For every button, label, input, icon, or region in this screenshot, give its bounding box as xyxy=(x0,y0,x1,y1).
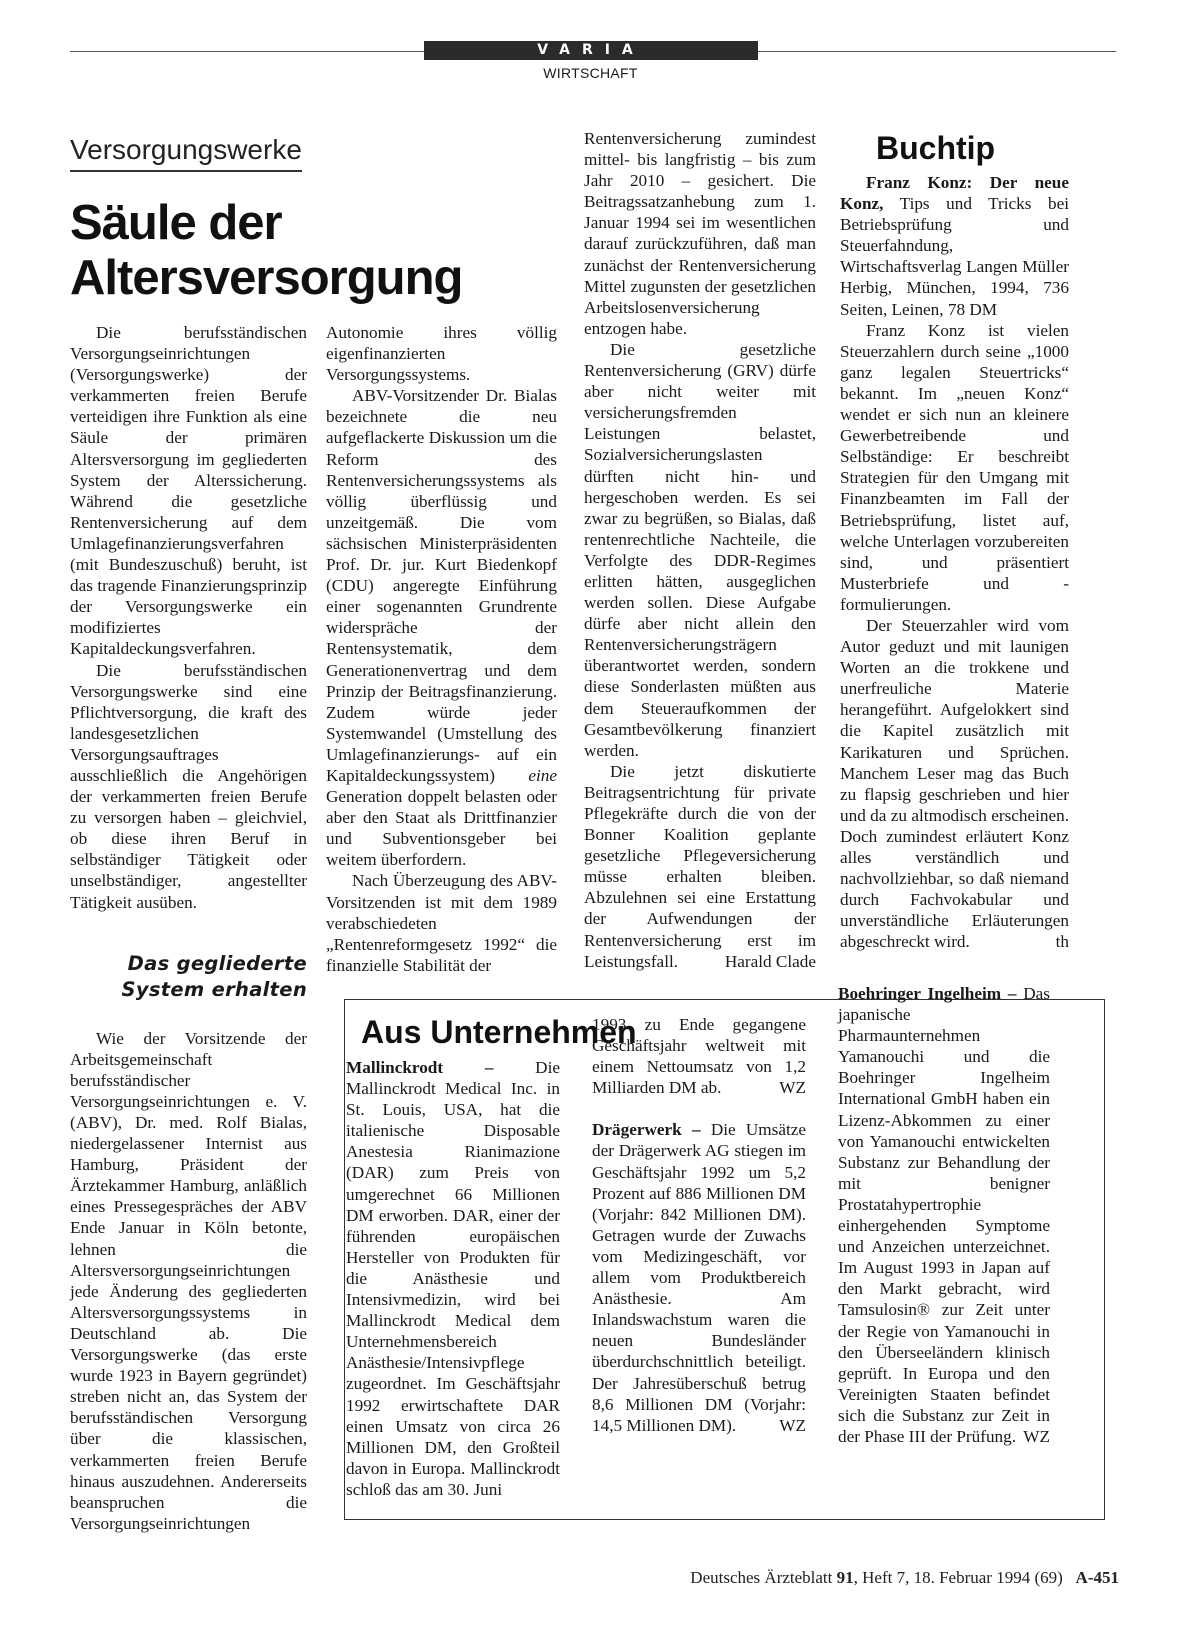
paragraph: Die gesetzliche Rentenversicherung (GRV) dürfe aber nicht weiter mit versicherungsfremden Leistungen belastet, Sozialversicherungslasten dürften nicht hin- und hergeschoben werden. Es sei zwar zu begrüßen, so Bialas, daß rentenrechtliche Nachteile, die Verfolgte des DDR-Regimes erlitten hätten, ausgeglichen werden sollen. Diese Aufgabe dürfe aber nicht allein den Rentenversicherungsträgern überantwortet werden, sondern diese Sonderlasten müßten aus dem Steueraufkommen der Gesamtbevölkerung finanziert werden. xyxy=(584,339,816,760)
article-subheading xyxy=(70,951,307,1003)
news-item-boehringer xyxy=(838,983,1050,1447)
news-column-1 xyxy=(346,1057,560,1500)
buchtip-column xyxy=(840,172,1069,952)
news-item-draegerwerk xyxy=(592,1119,806,1435)
paragraph-text: ABV-Vorsitzender Dr. Bialas bezeichnete die neu aufgeflackerte Diskussion um die Reform des Rentenversicherungssystems als völlig überflüssig und unzeitgemäß. Die vom sächsischen Ministerpräsidenten Prof. Dr. jur. Kurt Biedenkopf (CDU) angeregte Einführung einer sogenannten Grundrente widerspräche der Rentensystematik, dem Generationenvertrag und dem Prinzip der Beitragsfinanzierung. Zudem würde jeder Systemwandel (Umstellung des Umlagefinanzierungs- auf ein Kapitaldeckungssystem) xyxy=(326,386,557,785)
book-meta: Tips und Tricks bei Betriebsprüfung und Steuerfahndung, Wirtschaftsverlag Langen Müller Herbig, München, 1994, 736 Seiten, Leinen, 78 DM xyxy=(840,194,1069,319)
news-signature: WZ xyxy=(779,1078,806,1098)
company-name: Mallinckrodt – xyxy=(346,1058,494,1077)
paragraph xyxy=(326,385,557,870)
article-kicker: Versorgungswerke xyxy=(70,132,302,172)
news-text: Die Umsätze der Drägerwerk AG stiegen im Geschäftsjahr 1992 um 5,2 Prozent auf 886 Millionen DM (Vorjahr: 842 Millionen DM). Getragen wurde der Zuwachs vom Medizingeschäft, vor allem vom Produktbereich Anästhesie. Am Inlandswachstum waren die neuen Bundesländer überdurchschnittlich beteiligt. Der Jahresüberschuß betrug 8,6 Millionen DM (Vorjahr: 14,5 Millionen DM). xyxy=(592,1120,807,1435)
article-column-1 xyxy=(70,322,307,1534)
paragraph: Die berufsständischen Versorgungseinrichtungen (Versorgungswerke) der verkammerten freien Berufe verteidigen ihre Funktion als eine Säule der primären Altersversorgung im gegliederten System der Alterssicherung. Während die gesetzliche Rentenversicherung auf dem Umlagefinanzierungsverfahren (mit Bundeszuschuß) beruht, ist das tragende Finanzierungsprinzip der Versorgungswerke ein modifiziertes Kapitaldeckungsverfahren. xyxy=(70,323,307,659)
journal-name: Deutsches Ärzteblatt xyxy=(690,1568,833,1587)
paragraph: Die berufsständischen Versorgungswerke sind eine Pflichtversorgung, die kraft des landesgesetzlichen Versorgungsauftrages ausschließlich die Angehörigen der verkammerten freien Berufe zu versorgen haben – gleichviel, ob diese ihren Beruf in selbständiger Tätigkeit oder unselbständiger, angestellter Tätigkeit ausüben. xyxy=(70,660,307,912)
book-reference xyxy=(840,172,1069,320)
headline-line-2: Altersversorgung xyxy=(70,251,463,305)
company-name: Boehringer Ingelheim – xyxy=(838,984,1017,1003)
book-title: Franz Konz: Der neue Konz, xyxy=(840,173,1069,214)
subheading-line-1: Das gegliederte xyxy=(127,951,307,975)
news-signature: WZ xyxy=(1023,1426,1050,1446)
paragraph xyxy=(584,761,816,972)
paragraph-text: Die jetzt diskutierte Beitragsentrichtung für private Pflegekräfte durch die von der Bonner Koalition geplante gesetzliche Pflegeversicherung müsse erhalten bleiben. Abzulehnen sei eine Erstattung der Aufwendungen der Rentenversicherung erst im Leistungsfall. xyxy=(584,761,816,971)
news-column-3 xyxy=(838,983,1050,1447)
journal-volume: 91 xyxy=(836,1568,854,1587)
paragraph: Rentenversicherung zumindest mittel- bis langfristig – bis zum Jahr 2010 – gesichert. Die Beitragssatzanhebung zum 1. Januar 1994 sei im wesentlichen darauf zurückzuführen, daß man zunächst der Rentenversicherung Mittel zugunsten der gesetzlichen Arbeitslosenversicherung entzogen habe. xyxy=(584,129,816,338)
news-item-mallinckrodt-cont xyxy=(592,1014,806,1098)
buchtip-heading: Buchtip xyxy=(876,130,996,166)
page-footer xyxy=(690,1567,1119,1589)
page-number: A-451 xyxy=(1075,1568,1119,1587)
news-text: Das japanische Pharmaunternehmen Yamanouchi und die Boehringer Ingelheim International GmbH haben ein Lizenz-Abkommen zu einer von Yamanouchi entwickelten Substanz zur Behandlung der mit benigner Prostatahypertrophie einhergehenden Symptome und Anzeichen unterzeichnet. Im August 1993 in Japan auf den Markt gebracht, wird Tamsulosin® zur Zeit unter der Regie von Yamanouchi in den Überseeländern klinisch geprüft. In Europa und den Vereinigten Staaten befindet sich die Substanz zur Zeit in der Phase III der Prüfung. xyxy=(838,984,1050,1446)
emphasis: eine xyxy=(528,765,557,785)
journal-issue: , Heft 7, 18. Februar 1994 (69) xyxy=(853,1568,1063,1587)
news-text: 1993 zu Ende gegangene Geschäftsjahr weltweit mit einem Nettoumsatz von 1,2 Milliarden DM ab. xyxy=(592,1015,806,1098)
news-item-mallinckrodt xyxy=(346,1057,560,1500)
paragraph-text: Der Steuerzahler wird vom Autor geduzt und mit launigen Worten an die trokkene und unerfreuliche Materie herangeführt. Aufgelokkert sind die Kapitel zusätzlich mit Karikaturen und Sprüchen. Manchem Leser mag das Buch zu flapsig geschrieben und hier und da zu altmodisch erscheinen. Doch zumindest erläutert Konz alles verständlich und nachvollziehbar, so daß niemand durch Fachvokabular und unverständliche Erläuterungen abgeschreckt wird. xyxy=(840,615,1069,952)
article-headline xyxy=(70,196,550,306)
article-column-3 xyxy=(584,128,816,972)
paragraph: Autonomie ihres völlig eigenfinanzierten Versorgungssystems. xyxy=(326,323,557,385)
news-text: Die Mallinckrodt Medical Inc. in St. Louis, USA, hat die italienische Disposable Anestesia Rianimazione (DAR) zum Preis von umgerechnet 66 Millionen DM erworben. DAR, einer der führenden europäischen Hersteller von Produkten für die Anästhesie und Intensivmedizin, wird bei Mallinckrodt Medical dem Unternehmensbereich Anästhesie/Intensivpflege zugeordnet. Im Geschäftsjahr 1992 erwirtschaftete DAR einen Umsatz von circa 26 Millionen DM, den Großteil davon in Europa. Mallinckrodt schloß das am 30. Juni xyxy=(346,1058,560,1499)
news-column-2 xyxy=(592,1014,806,1436)
author-signature: Harald Clade xyxy=(724,951,816,971)
buchtip-signature: th xyxy=(1055,932,1069,952)
article-column-2 xyxy=(326,322,557,976)
news-signature: WZ xyxy=(779,1415,806,1435)
section-label: WIRTSCHAFT xyxy=(543,65,638,81)
paragraph: Franz Konz ist vielen Steuerzahlern durch seine „1000 ganz legalen Steuertricks“ bekannt. Im „neuen Konz“ wendet er sich nun an kleinere Gewerbetreibende und Selbständige: Er beschreibt Strategien für den Umgang mit Finanzbeamten im Fall der Betriebsprüfung, listet auf, welche Unterlagen vorzubereiten sind, und präsentiert Musterbriefe und -formulierungen. xyxy=(840,320,1069,614)
paragraph-text: Generation doppelt belasten oder aber den Staat als Drittfinanzier und Subventionsgeber bei weitem überfordern. xyxy=(326,787,557,870)
paragraph: Wie der Vorsitzende der Arbeitsgemeinschaft berufsständischer Versorgungseinrichtungen e. V. (ABV), Dr. med. Rolf Bialas, niedergelassener Internist aus Hamburg, Präsident der Ärztekammer Hamburg, anläßlich eines Pressegespräches der ABV Ende Januar in Köln betonte, lehnen die Altersversorgungseinrichtungen jede Änderung des gegliederten Altersversorgungssystems in Deutschland ab. Die Versorgungswerke (das erste wurde 1923 in Bayern gegründet) streben nicht an, das System der berufsständischen Versorgung über die klassischen, verkammerten freien Berufe hinaus auszudehnen. Andererseits beanspruchen die Versorgungseinrichtungen xyxy=(70,1028,307,1533)
paragraph: Nach Überzeugung des ABV-Vorsitzenden ist mit dem 1989 verabschiedeten „Rentenreformgesetz 1992“ die finanzielle Stabilität der xyxy=(326,871,557,975)
headline-line-1: Säule der xyxy=(70,196,282,250)
company-name: Drägerwerk – xyxy=(592,1120,701,1140)
paragraph xyxy=(840,615,1069,953)
news-box-heading: Aus Unternehmen xyxy=(361,1014,637,1050)
rubric-label: VARIA xyxy=(424,41,758,60)
subheading-line-2: System erhalten xyxy=(121,977,307,1001)
